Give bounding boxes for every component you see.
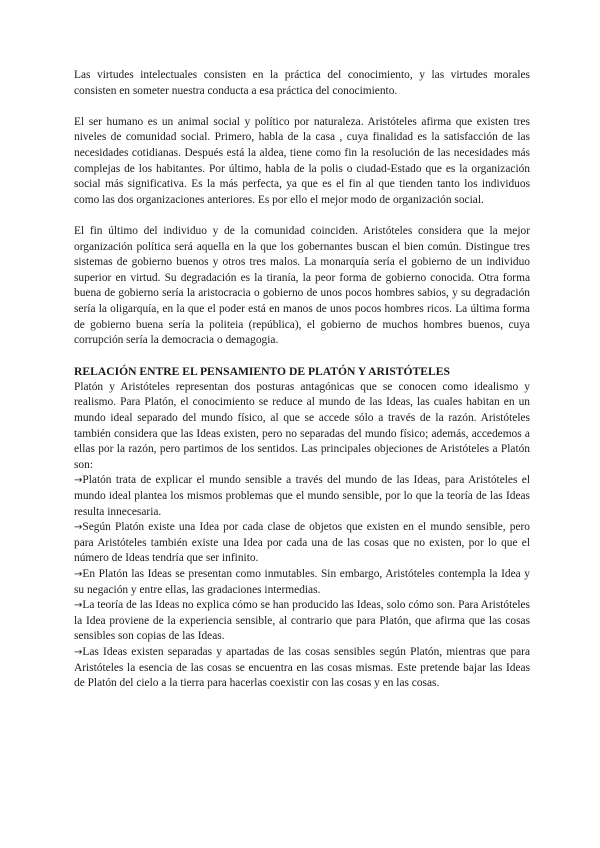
objection-item (74, 567, 530, 598)
document-page (74, 68, 530, 692)
objection-item (74, 598, 530, 645)
objection-item (74, 645, 530, 692)
paragraph-virtudes: Las virtudes intelectuales consisten en la práctica del conocimiento, y las virtudes morales consisten en someter nuestra conducta a esa práctica del conocimiento. (74, 69, 530, 97)
paragraph-ser-humano: El ser humano es un animal social y político por naturaleza. Aristóteles afirma que existen tres niveles de comunidad social. Primero, habla de la casa , cuya finalidad es la satisfacción de las necesidades cotidianas. Después está la aldea, tiene como fin la resolución de las necesidades más complejas de los habitantes. Por último, habla de la polis o ciudad-Estado que es la organización social más significativa. Es la más perfecta, ya que es el fin al que tienden tanto los individuos como las dos organizaciones anteriores. Es por ello el mejor modo de organización social. (74, 115, 530, 206)
paragraph-platon-aristoteles: Platón y Aristóteles representan dos posturas antagónicas que se conocen como idealismo y realismo. Para Platón, el conocimiento se reduce al mundo de las Ideas, las cuales habitan en un mundo ideal separado del mundo físico, al que se accede sólo a través de la razón. Aristóteles también considera que las Ideas existen, pero no separadas del mundo físico; además, accedemos a ellas por la razón, pero partimos de los sentidos. Las principales objeciones de Aristóteles a Platón son: (74, 380, 530, 471)
arrow-icon: → (74, 475, 83, 487)
objection-text: La teoría de las Ideas no explica cómo se han producido las Ideas, solo cómo son. Para Aristóteles la Idea proviene de la experiencia sensible, al contrario que para Platón, que afirma que las cosas sensibles son copias de las Ideas. (74, 599, 530, 643)
paragraph-fin-ultimo: El fin último del individuo y de la comunidad coinciden. Aristóteles considera que la mejor organización política será aquella en la que los gobernantes buscan el bien común. Distingue tres sistemas de gobierno buenos y otros tres malos. La monarquía sería el gobierno de un individuo superior en virtud. Su degradación es la tiranía, la peor forma de gobierno conocida. Otra forma buena de gobierno sería la aristocracia o gobierno de unos pocos hombres sabios, y su degradación sería la oligarquía, en la que el poder está en manos de unos pocos hombres ricos. La última forma de gobierno buena sería la politeia (república), el gobierno de muchos hombres buenos, cuya corrupción sería la democracia o demagogia. (74, 224, 530, 347)
objection-text: Según Platón existe una Idea por cada clase de objetos que existen en el mundo sensible, pero para Aristóteles también existe una Idea por cada una de las cosas que no existen, por lo que el número de Ideas tendría que ser infinito. (74, 521, 530, 565)
objection-text: Platón trata de explicar el mundo sensible a través del mundo de las Ideas, para Aristóteles el mundo ideal plantea los mismos problemas que el mundo sensible, por lo que la teoría de las Ideas resulta innecesaria. (74, 474, 530, 518)
objection-text: En Platón las Ideas se presentan como inmutables. Sin embargo, Aristóteles contempla la Idea y su negación y entre ellas, las gradaciones intermedias. (74, 568, 530, 596)
objection-text: Las Ideas existen separadas y apartadas de las cosas sensibles según Platón, mientras que para Aristóteles la esencia de las cosas se encuentra en las cosas mismas. Este pretende bajar las Ideas de Platón del cielo a la tierra para hacerlas coexistir con las cosas y en las cosas. (74, 645, 530, 690)
arrow-icon: → (74, 569, 83, 580)
arrow-icon: → (74, 600, 83, 612)
arrow-icon: → (74, 646, 83, 658)
objection-item (74, 473, 530, 520)
section-heading: RELACIÓN ENTRE EL PENSAMIENTO DE PLATÓN Y ARISTÓTELES (74, 365, 450, 379)
objection-item (74, 520, 530, 567)
arrow-icon: → (74, 522, 83, 534)
